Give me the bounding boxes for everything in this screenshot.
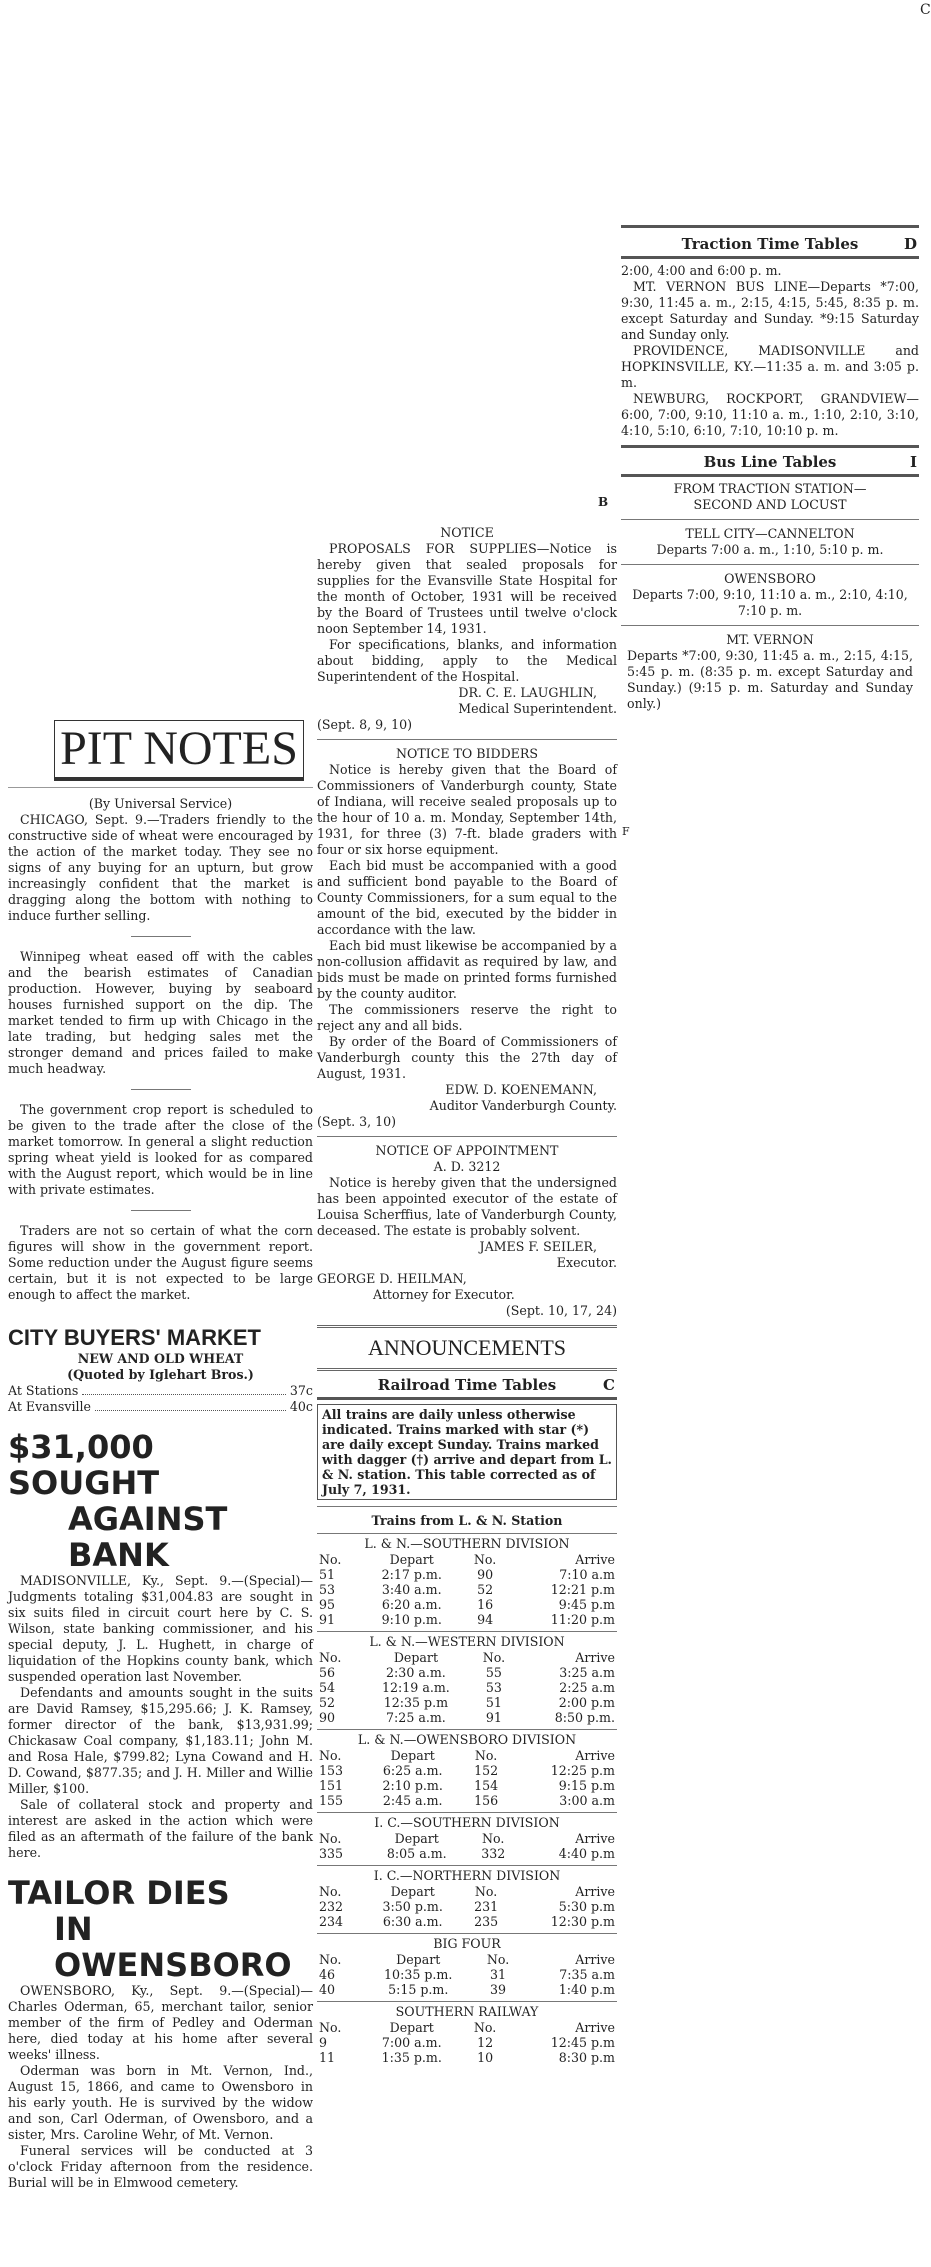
table-row: [317, 2050, 617, 2065]
depart-time: 5:15 p.m.: [388, 1982, 449, 1997]
column-header: Arrive: [575, 1884, 615, 1899]
train-number: 9: [319, 2035, 328, 2050]
price-row: [8, 1399, 313, 1415]
division-header-row: [317, 1650, 617, 1665]
division-block: [317, 1933, 617, 1997]
table-row: [317, 1982, 617, 1997]
notice-bidders-para: By order of the Board of Commissioners of Vanderburgh county this the 27th day of August, 1931.: [317, 1034, 617, 1081]
bank-headline-2: AGAINST BANK: [68, 1500, 228, 1574]
column-header: No.: [474, 1884, 498, 1899]
notice-bidders-para: The commissioners reserve the right to reject any and all bids.: [317, 1002, 617, 1033]
depart-time: 6:20 a.m.: [381, 1597, 442, 1612]
division-header-row: [317, 1952, 617, 1967]
division-name: BIG FOUR: [433, 1936, 501, 1951]
division-block: [317, 2001, 617, 2065]
train-number: 12: [477, 2035, 494, 2050]
bus-from-2: SECOND AND LOCUST: [693, 497, 847, 512]
column-header: No.: [319, 1748, 342, 1763]
column-header: No.: [473, 2020, 497, 2035]
division-table: [317, 1650, 617, 1725]
notice-dates: (Sept. 8, 9, 10): [317, 717, 413, 732]
depart-time: 3:40 a.m.: [381, 1582, 442, 1597]
signature-name: DR. C. E. LAUGHLIN,: [458, 685, 597, 700]
train-number: 232: [319, 1899, 344, 1914]
train-number: 90: [477, 1567, 494, 1582]
train-number: 94: [477, 1612, 494, 1627]
train-number: 335: [319, 1846, 344, 1861]
table-row: [317, 1914, 617, 1929]
arrive-time: 12:21 p.m: [550, 1582, 615, 1597]
train-number: 90: [319, 1710, 336, 1725]
table-row: [317, 1793, 617, 1808]
column-header: Arrive: [575, 2020, 615, 2035]
railroad-title: Railroad Time Tables: [377, 1376, 557, 1394]
notice-dates: (Sept. 10, 17, 24): [505, 1303, 617, 1318]
bank-para: MADISONVILLE, Ky., Sept. 9.—(Special)—Judgments totaling $31,004.83 are sought in six suits filed in circuit court here by C. S. Wilson, state banking commissioner, and his special deputy, J. L. Hughett, in charge of liquidation of the Hopkins county bank, which suspended operation last November.: [8, 1573, 313, 1684]
notice-supplies-body2: For specifications, blanks, and information about bidding, apply to the Medical Superintendent of the Hospital.: [317, 637, 617, 684]
railroad-divisions: [317, 1533, 617, 2065]
division-table: [317, 1748, 617, 1808]
arrive-time: 9:45 p.m: [558, 1597, 615, 1612]
tailor-para: OWENSBORO, Ky., Sept. 9.—(Special)—Charles Oderman, 65, merchant tailor, senior member of the firm of Pedley and Oderman here, died today at his home after several weeks' illness.: [8, 1983, 313, 2062]
depart-time: 2:10 p.m.: [382, 1778, 443, 1793]
column-header: Depart: [390, 1884, 435, 1899]
train-number: 95: [319, 1597, 336, 1612]
table-row: [317, 1899, 617, 1914]
price-value: 40c: [289, 1399, 313, 1414]
division-table: [317, 1831, 617, 1861]
arrive-time: 3:00 a.m: [559, 1793, 615, 1808]
train-number: 31: [490, 1967, 507, 1982]
train-number: 151: [319, 1778, 344, 1793]
signature-name: JAMES F. SEILER,: [479, 1239, 597, 1254]
train-number: 55: [485, 1665, 502, 1680]
arrive-time: 4:40 p.m: [558, 1846, 615, 1861]
arrive-time: 11:20 p.m: [550, 1612, 615, 1627]
train-number: 154: [474, 1778, 499, 1793]
table-row: [317, 1597, 617, 1612]
bank-para: Defendants and amounts sought in the suits are David Ramsey, $15,295.66; J. K. Ramsey, former director of the bank, $13,931.99; Chickasaw Coal company, $1,183.11; John M. and Rosa Hale, $799.82; Lyna Cowand and H. D. Cowand, $877.35; and J. H. Miller and Willie Miller, $100.: [8, 1685, 313, 1796]
notice-bidders-para: Each bid must be accompanied with a good and sufficient bond payable to the Board of County Commissioners, for a sum equal to the amount of the bid, executed by the bidder in accordance with the law.: [317, 858, 617, 937]
train-number: 51: [485, 1695, 502, 1710]
depart-time: 10:35 p.m.: [384, 1967, 453, 1982]
traction-cont: 2:00, 4:00 and 6:00 p. m.: [621, 263, 782, 278]
arrive-time: 12:25 p.m: [550, 1763, 615, 1778]
depart-time: 7:00 a.m.: [381, 2035, 442, 2050]
table-row: [317, 1763, 617, 1778]
bus-mt-vernon-heading: MT. VERNON: [726, 632, 814, 647]
pit-notes-para: Traders are not so certain of what the corn figures will show in the government report. Some reduction under the August figure seems certain, but it is not expected to be large enough to affect the market.: [8, 1223, 313, 1302]
column-header: No.: [319, 1650, 342, 1665]
depart-time: 12:19 a.m.: [382, 1680, 450, 1695]
traction-providence: PROVIDENCE, MADISONVILLE and HOPKINSVILLE, KY.—11:35 a. m. and 3:05 p. m.: [621, 343, 919, 390]
division-header-row: [317, 1884, 617, 1899]
buyers-market-quoted: (Quoted by Iglehart Bros.): [67, 1367, 254, 1382]
price-row: [8, 1383, 313, 1399]
column-header: Arrive: [575, 1952, 615, 1967]
arrive-time: 2:00 p.m: [558, 1695, 615, 1710]
notice-supplies-body: PROPOSALS FOR SUPPLIES—Notice is hereby given that sealed proposals for supplies for the Evansville State Hospital for the month of October, 1931 will be received by the Board of Trustees until twelve o'clock noon September 14, 1931.: [317, 541, 617, 636]
tailor-headline-2: IN OWENSBORO: [54, 1910, 292, 1984]
table-row: [317, 1680, 617, 1695]
arrive-time: 1:40 p.m: [558, 1982, 615, 1997]
train-number: 231: [474, 1899, 499, 1914]
division-name: L. & N.—WESTERN DIVISION: [369, 1634, 565, 1649]
division-block: [317, 1533, 617, 1627]
train-number: 152: [474, 1763, 499, 1778]
table-row: [317, 1695, 617, 1710]
train-number: 16: [477, 1597, 494, 1612]
edge-fragment-c: C: [920, 2, 931, 18]
bus-tell-city-heading: TELL CITY—CANNELTON: [685, 526, 855, 541]
arrive-time: 8:50 p.m.: [554, 1710, 615, 1725]
train-number: 153: [319, 1763, 344, 1778]
depart-time: 6:30 a.m.: [382, 1914, 443, 1929]
price-label: At Stations: [8, 1383, 79, 1398]
column-header: No.: [319, 1884, 342, 1899]
division-name: I. C.—NORTHERN DIVISION: [373, 1868, 561, 1883]
arrive-time: 8:30 p.m: [558, 2050, 615, 2065]
table-row: [317, 1846, 617, 1861]
depart-time: 12:35 p.m: [383, 1695, 449, 1710]
railroad-corner: C: [603, 1376, 615, 1394]
pit-notes-para: The government crop report is scheduled to be given to the trade after the close of the market tomorrow. In general a slight reduction spring wheat yield is looked for as compared with the August report, which would be in line with private estimates.: [8, 1102, 313, 1197]
division-table: [317, 1884, 617, 1929]
column-header: Depart: [393, 1650, 439, 1665]
arrive-time: 9:15 p.m: [558, 1778, 615, 1793]
train-number: 56: [319, 1665, 336, 1680]
division-block: [317, 1729, 617, 1808]
notice-heading: NOTICE: [440, 525, 494, 540]
column-header: Arrive: [575, 1748, 615, 1763]
traction-mt-vernon: MT. VERNON BUS LINE—Departs *7:00, 9:30, 11:45 a. m., 2:15, 4:15, 5:45, 8:35 p. m. except Saturday and Sunday. *9:15 Saturday and Sunday only.: [621, 279, 919, 342]
arrive-time: 3:25 a.m: [559, 1665, 615, 1680]
column-header: Depart: [396, 1952, 441, 1967]
division-table: [317, 1952, 617, 1997]
train-number: 52: [477, 1582, 494, 1597]
column-header: No.: [319, 1952, 342, 1967]
column-header: No.: [486, 1952, 510, 1967]
depart-time: 7:25 a.m.: [386, 1710, 446, 1725]
bus-owensboro-heading: OWENSBORO: [724, 571, 816, 586]
division-block: [317, 1631, 617, 1725]
division-table: [317, 2020, 617, 2065]
right-column: [621, 225, 919, 712]
column-header: Depart: [390, 1748, 435, 1763]
price-value: 37c: [289, 1383, 313, 1398]
column-header: No.: [473, 1552, 497, 1567]
train-number: 156: [474, 1793, 499, 1808]
signature-title: Medical Superintendent.: [458, 701, 617, 716]
division-header-row: [317, 1831, 617, 1846]
pit-notes-byline: (By Universal Service): [88, 796, 233, 811]
table-row: [317, 1582, 617, 1597]
railroad-header: [317, 1377, 617, 1393]
arrive-time: 2:25 a.m: [559, 1680, 615, 1695]
division-header-row: [317, 2020, 617, 2035]
column-header: Depart: [394, 1831, 439, 1846]
train-number: 51: [319, 1567, 336, 1582]
traction-title: Traction Time Tables: [681, 235, 859, 253]
division-table: [317, 1552, 617, 1627]
attorney-title: Attorney for Executor.: [373, 1287, 515, 1302]
bus-tell-city: Departs 7:00 a. m., 1:10, 5:10 p. m.: [656, 542, 884, 557]
column-header: Depart: [389, 1552, 434, 1567]
train-number: 234: [319, 1914, 344, 1929]
column-header: No.: [319, 1552, 342, 1567]
train-number: 332: [481, 1846, 506, 1861]
price-label: At Evansville: [8, 1399, 91, 1414]
arrive-time: 7:35 a.m: [559, 1967, 615, 1982]
notice-appointment-heading: NOTICE OF APPOINTMENT: [375, 1143, 559, 1158]
column-header: Arrive: [575, 1650, 615, 1665]
depart-time: 8:05 a.m.: [386, 1846, 447, 1861]
table-row: [317, 1967, 617, 1982]
edge-fragment-f: F: [622, 825, 630, 838]
tailor-headline-1: TAILOR DIES: [8, 1874, 230, 1912]
notice-bidders-heading: NOTICE TO BIDDERS: [395, 746, 538, 761]
station-heading: Trains from L. & N. Station: [371, 1513, 563, 1528]
railroad-intro: All trains are daily unless otherwise indicated. Trains marked with star (*) are daily except Sunday. Trains marked with dagger (†) arrive and depart from L. & N. station. This table corrected as of July 7, 1931.: [322, 1407, 612, 1497]
column-header: No.: [319, 2020, 342, 2035]
column-header: Depart: [389, 2020, 434, 2035]
notice-dates: (Sept. 3, 10): [317, 1114, 397, 1129]
column-header: Arrive: [575, 1552, 615, 1567]
table-row: [317, 1612, 617, 1627]
train-number: 46: [319, 1967, 336, 1982]
train-number: 10: [477, 2050, 494, 2065]
bank-headline-1: $31,000 SOUGHT: [8, 1428, 160, 1502]
edge-fragment-b: B: [598, 495, 609, 509]
division-block: [317, 1812, 617, 1861]
train-number: 11: [319, 2050, 336, 2065]
signature-name: EDW. D. KOENEMANN,: [445, 1082, 597, 1097]
bus-header: [621, 454, 919, 470]
pit-notes-title-box: [54, 720, 304, 781]
table-row: [317, 1567, 617, 1582]
bus-owensboro: Departs 7:00, 9:10, 11:10 a. m., 2:10, 4:10, 7:10 p. m.: [632, 587, 908, 618]
depart-time: 6:25 a.m.: [382, 1763, 443, 1778]
train-number: 235: [474, 1914, 499, 1929]
table-row: [317, 1778, 617, 1793]
attorney-name: GEORGE D. HEILMAN,: [317, 1271, 467, 1286]
depart-time: 2:17 p.m.: [381, 1567, 442, 1582]
bus-corner: I: [909, 453, 917, 471]
bus-title: Bus Line Tables: [703, 453, 837, 471]
column-header: No.: [474, 1748, 498, 1763]
left-column: [8, 720, 313, 2191]
depart-time: 1:35 p.m.: [381, 2050, 442, 2065]
traction-corner: D: [903, 235, 917, 253]
train-number: 155: [319, 1793, 344, 1808]
tailor-para: Funeral services will be conducted at 3 o'clock Friday afternoon from the residence. Burial will be in Elmwood cemetery.: [8, 2143, 313, 2190]
train-number: 53: [485, 1680, 502, 1695]
buyers-market: [8, 1325, 313, 1415]
division-name: L. & N.—SOUTHERN DIVISION: [364, 1536, 570, 1551]
train-number: 52: [319, 1695, 336, 1710]
bank-story: [8, 1429, 313, 1861]
table-row: [317, 1710, 617, 1725]
table-row: [317, 2035, 617, 2050]
arrive-time: 7:10 a.m: [559, 1567, 615, 1582]
traction-newburg: NEWBURG, ROCKPORT, GRANDVIEW—6:00, 7:00, 9:10, 11:10 a. m., 1:10, 2:10, 3:10, 4:10, 5:10, 6:10, 7:10, 10:10 p. m.: [621, 391, 919, 438]
depart-time: 2:45 a.m.: [382, 1793, 443, 1808]
notice-appointment-number: A. D. 3212: [433, 1159, 501, 1174]
signature-title: Auditor Vanderburgh County.: [429, 1098, 617, 1113]
division-block: [317, 1865, 617, 1929]
depart-time: 2:30 a.m.: [386, 1665, 446, 1680]
depart-time: 9:10 p.m.: [381, 1612, 442, 1627]
bus-mt-vernon: Departs *7:00, 9:30, 11:45 a. m., 2:15, 4:15, 5:45 p. m. (8:35 p. m. except Saturday and Sunday.) (9:15 p. m. Saturday and Sunday only.): [627, 648, 913, 711]
division-name: I. C.—SOUTHERN DIVISION: [374, 1815, 560, 1830]
arrive-time: 5:30 p.m: [558, 1899, 615, 1914]
train-number: 40: [319, 1982, 336, 1997]
train-number: 91: [319, 1612, 336, 1627]
buyers-market-title: CITY BUYERS' MARKET: [8, 1325, 261, 1350]
division-header-row: [317, 1552, 617, 1567]
notice-appointment-body: Notice is hereby given that the undersigned has been appointed executor of the estate of Louisa Scherffius, late of Vanderburgh County, deceased. The estate is probably solvent.: [317, 1175, 617, 1238]
announcements-title: ANNOUNCEMENTS: [368, 1335, 566, 1360]
tailor-para: Oderman was born in Mt. Vernon, Ind., August 15, 1866, and came to Owensboro in his early youth. He is survived by the widow and son, Carl Oderman, of Owensboro, and a sister, Mrs. Caroline Wehr, of Mt. Vernon.: [8, 2063, 313, 2142]
tailor-story: [8, 1875, 313, 2191]
column-header: No.: [319, 1831, 342, 1846]
train-number: 39: [490, 1982, 507, 1997]
train-number: 53: [319, 1582, 336, 1597]
traction-header: [621, 225, 919, 252]
train-number: 54: [319, 1680, 336, 1695]
pit-notes-para: Winnipeg wheat eased off with the cables and the bearish estimates of Canadian production. However, buying by seaboard houses furnished support on the dip. The market tended to firm up with Chicago in the late trading, but hedging sales met the stronger demand and prices failed to make much headway.: [8, 949, 313, 1076]
column-header: No.: [482, 1831, 505, 1846]
depart-time: 3:50 p.m.: [382, 1899, 443, 1914]
division-name: L. & N.—OWENSBORO DIVISION: [357, 1732, 577, 1747]
bus-from: FROM TRACTION STATION—: [673, 481, 867, 496]
signature-title: Executor.: [556, 1255, 617, 1270]
notice-bidders-para: Notice is hereby given that the Board of Commissioners of Vanderburgh county, State of Indiana, will receive sealed proposals up to the hour of 10 a. m. Monday, September 14th, 1931, for three (3) 7-ft. blade graders with four or six horse equipment.: [317, 762, 617, 857]
column-header: Arrive: [575, 1831, 615, 1846]
train-number: 91: [485, 1710, 502, 1725]
notice-bidders-para: Each bid must likewise be accompanied by a non-collusion affidavit as required by law, and bids must be made on printed forms furnished by the county auditor.: [317, 938, 617, 1001]
division-name: SOUTHERN RAILWAY: [395, 2004, 539, 2019]
arrive-time: 12:30 p.m: [550, 1914, 615, 1929]
middle-column: [317, 525, 617, 2065]
arrive-time: 12:45 p.m: [550, 2035, 615, 2050]
railroad-intro-box: [317, 1404, 617, 1500]
division-header-row: [317, 1748, 617, 1763]
pit-notes-title: PIT NOTES: [60, 722, 298, 775]
buyers-market-subtitle: NEW AND OLD WHEAT: [77, 1351, 244, 1366]
bank-para: Sale of collateral stock and property and interest are asked in the action which were filed as an aftermath of the failure of the bank here.: [8, 1797, 313, 1860]
table-row: [317, 1665, 617, 1680]
column-header: No.: [482, 1650, 506, 1665]
pit-notes-para: CHICAGO, Sept. 9.—Traders friendly to the constructive side of wheat were encouraged by the action of the market today. They see no signs of any buying for an upturn, but grow increasingly confident that the market is dragging along the bottom with nothing to induce further selling.: [8, 812, 313, 923]
